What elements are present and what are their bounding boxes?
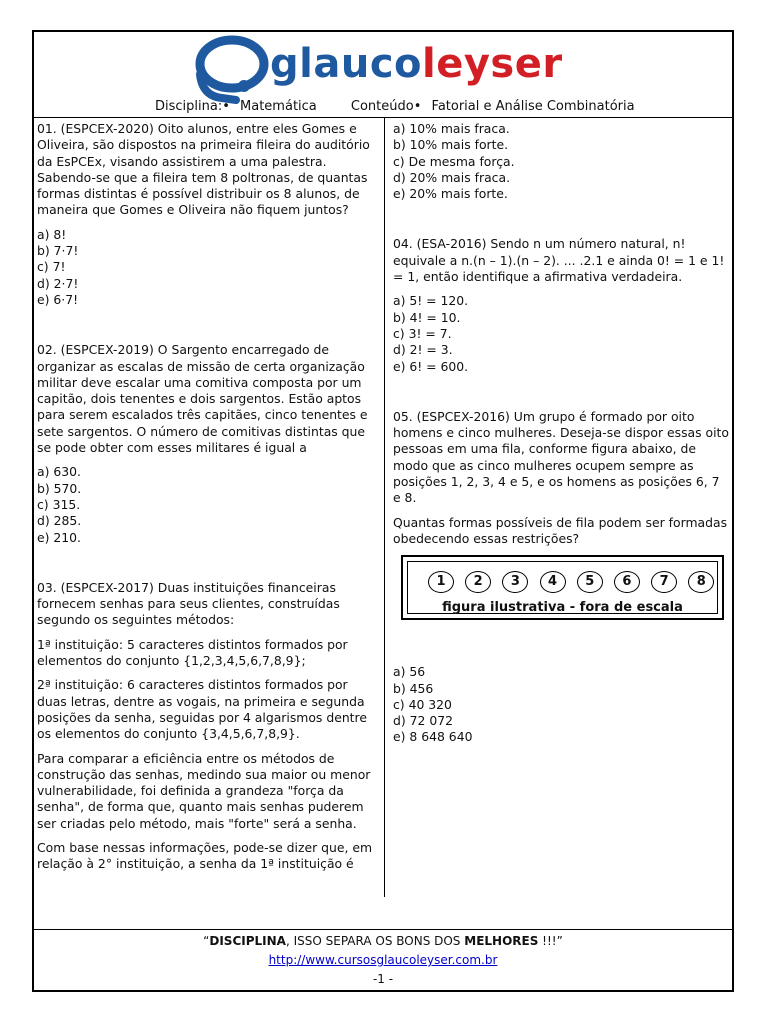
q1-option-b: b) 7·7! (37, 243, 79, 259)
q4-option-d: d) 2! = 3. (393, 342, 453, 358)
q1-option-c: c) 7! (37, 259, 66, 275)
q3-paragraph-2: 2ª instituição: 6 caracteres distintos formados por duas letras, dentre as vogais, na primeira e segunda posições da senha, seguidas por 4 algarismos dentre os elementos do conjunto {3,4,5,6,7,8,9}. (37, 677, 367, 742)
page-number: -1 - (372, 972, 394, 986)
q2-option-b: b) 570. (37, 480, 82, 496)
q5-question: Quantas formas possíveis de fila podem ser formadas obedecendo essas restrições? (393, 514, 728, 546)
q3-option-c: c) De mesma força. (393, 153, 515, 169)
left-column (37, 121, 377, 881)
position-circle-1: 1 (428, 571, 454, 593)
disciplina-value: Matemática (240, 99, 317, 114)
q3-paragraph-4: Com base nessas informações, pode-se dizer que, em relação à 2° instituição, a senha da 1ª instituição é (37, 839, 373, 872)
q4-option-a: a) 5! = 120. (393, 293, 469, 309)
footer-divider (33, 929, 733, 930)
q4-options (393, 293, 729, 374)
quote-open: “ (203, 934, 210, 948)
q3-option-a: a) 10% mais fraca. (393, 121, 510, 136)
website-link[interactable]: http://www.cursosglaucoleyser.com.br (268, 953, 498, 967)
q1-option-a: a) 8! (37, 226, 67, 242)
q4-text: 04. (ESA-2016) Sendo n um número natural, n! equivale a n.(n – 1).(n – 2). ... .2.1 e ainda 0! = 1 e 1! = 1, então identifique a afirmativa verdadeira. (393, 236, 725, 285)
q4-option-c: c) 3! = 7. (393, 325, 452, 341)
q1-option-d: d) 2·7! (37, 275, 79, 291)
q1-text: 01. (ESPCEX-2020) Oito alunos, entre eles Gomes e Oliveira, são dispostos na primeira fileira do auditório da EsPCEx, visando assistirem a uma palestra. Sabendo-se que a fileira tem 8 poltronas, de quantas formas distintas é possível distribuir os 8 alunos, de maneira que Gomes e Oliveira não fiquem juntos? (37, 121, 370, 218)
q2-option-d: d) 285. (37, 513, 82, 529)
q2-text: 02. (ESPCEX-2019) O Sargento encarregado de organizar as escalas de missão de certa organização militar deve escalar uma comitiva composta por um capitão, dois tenentes e dois sargentos. Estão aptos para serem escalados três capitães, cinco tenentes e sete sargentos. O número de comitivas distintas que se pode obter com esses militares é igual a (37, 342, 368, 456)
q1-option-e: e) 6·7! (37, 291, 79, 307)
q2-option-e: e) 210. (37, 529, 81, 545)
footer-quote (33, 934, 733, 948)
q5-option-e: e) 8 648 640 (393, 729, 473, 745)
q4-option-e: e) 6! = 600. (393, 358, 469, 374)
position-circle-6: 6 (614, 571, 640, 593)
disciplina-label: Disciplina:• (155, 99, 230, 114)
q5-option-a: a) 56 (393, 664, 426, 680)
q5-figure (401, 555, 724, 620)
q5-figure-caption: figura ilustrativa - fora de escala (442, 600, 683, 616)
q2-option-a: a) 630. (37, 464, 81, 480)
header-divider (33, 117, 733, 118)
q3-text: 03. (ESPCEX-2017) Duas instituições financeiras fornecem senhas para seus clientes, construídas segundo os seguintes métodos: (37, 579, 340, 628)
quote-bold-melhores: MELHORES (464, 934, 539, 948)
quote-end: !!!” (538, 934, 563, 948)
q5-figure-inner-border (407, 561, 718, 614)
logo-part-leyser: leyser (422, 41, 563, 87)
q3-option-d: d) 20% mais fraca. (393, 169, 511, 185)
position-circle-4: 4 (540, 571, 566, 593)
q3-options (393, 121, 729, 202)
column-divider (384, 117, 385, 897)
q3-option-b: b) 10% mais forte. (393, 137, 509, 153)
quote-middle: , ISSO SEPARA OS BONS DOS (285, 934, 465, 948)
q5-options (393, 664, 729, 745)
position-circle-8: 8 (688, 571, 714, 593)
footer-link-wrap (33, 953, 733, 967)
conteudo-value: Fatorial e Análise Combinatória (431, 99, 635, 114)
subject-line (155, 99, 641, 114)
q3-paragraph-1: 1ª instituição: 5 caracteres distintos formados por elementos do conjunto {1,2,3,4,5,6,7,8,9}; (37, 636, 348, 669)
conteudo-label: Conteúdo• (350, 99, 422, 114)
logo-part-glauco: glauco (270, 41, 423, 87)
right-column (393, 121, 729, 746)
q1-options (37, 227, 377, 308)
q2-options (37, 464, 377, 545)
q5-text: 05. (ESPCEX-2016) Um grupo é formado por oito homens e cinco mulheres. Deseja-se dispor essas oito pessoas em uma fila, conforme figura abaixo, de modo que as cinco mulheres ocupem sempre as posições 1, 2, 3, 4 e 5, e os homens as posições 6, 7 e 8. (393, 408, 729, 506)
q5-option-b: b) 456 (393, 680, 434, 696)
q4-option-b: b) 4! = 10. (393, 309, 461, 325)
q3-option-e: e) 20% mais forte. (393, 186, 508, 202)
position-circle-7: 7 (651, 571, 677, 593)
position-circle-2: 2 (465, 571, 491, 593)
q5-option-c: c) 40 320 (393, 696, 452, 712)
q5-figure-positions (428, 571, 726, 593)
q2-option-c: c) 315. (37, 496, 81, 512)
logo-wordmark (270, 40, 563, 88)
q5-option-d: d) 72 072 (393, 713, 453, 729)
position-circle-5: 5 (577, 571, 603, 593)
position-circle-3: 3 (502, 571, 528, 593)
q3-paragraph-3: Para comparar a eficiência entre os métodos de construção das senhas, medindo sua maior ou menor vulnerabilidade, foi definida a grandeza "força da senha", de forma que, quanto mais senhas puderem ser criadas pelo método, mais "forte" será a senha. (37, 750, 371, 831)
quote-bold-disciplina: DISCIPLINA (209, 934, 286, 948)
